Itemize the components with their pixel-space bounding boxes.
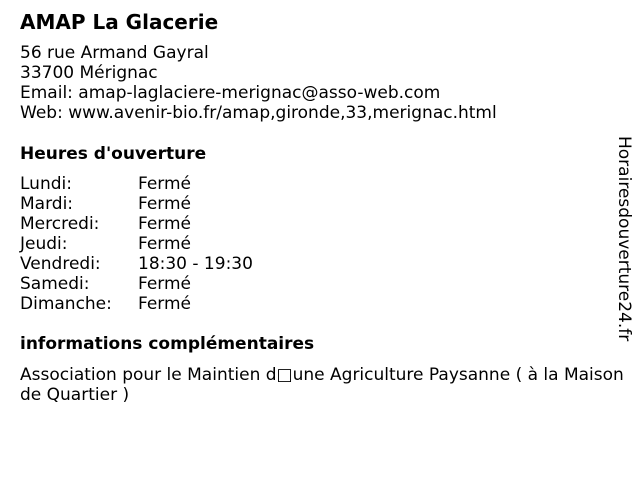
hours-row-monday <box>20 174 610 194</box>
email-line: Email: amap-laglaciere-merignac@asso-web.com <box>20 83 441 103</box>
hours-row-wednesday <box>20 214 610 234</box>
address-line-street: 56 rue Armand Gayral <box>20 43 209 63</box>
web-line: Web: www.avenir-bio.fr/amap,gironde,33,merignac.html <box>20 103 497 123</box>
day-hours: Fermé <box>138 194 192 214</box>
hours-row-friday <box>20 254 610 274</box>
day-hours: 18:30 - 19:30 <box>138 254 253 274</box>
day-label: Mardi: <box>20 194 74 214</box>
day-label: Samedi: <box>20 274 90 294</box>
day-hours: Fermé <box>138 174 192 194</box>
opening-hours-table <box>20 174 610 314</box>
day-label: Lundi: <box>20 174 72 194</box>
day-label: Mercredi: <box>20 214 100 234</box>
day-label: Dimanche: <box>20 294 112 314</box>
day-hours: Fermé <box>138 274 192 294</box>
additional-info-text: Association pour le Maintien d□une Agriculture Paysanne ( à la Maison de Quartier ) <box>20 365 624 405</box>
site-watermark: Horairesdouverture24.fr <box>614 136 634 342</box>
hours-row-tuesday <box>20 194 610 214</box>
hours-row-thursday <box>20 234 610 254</box>
day-label: Vendredi: <box>20 254 101 274</box>
day-label: Jeudi: <box>20 234 68 254</box>
hours-row-sunday <box>20 294 610 314</box>
address-line-city: 33700 Mérignac <box>20 63 158 83</box>
day-hours: Fermé <box>138 294 192 314</box>
day-hours: Fermé <box>138 234 192 254</box>
opening-hours-title: Heures d'ouverture <box>20 144 207 164</box>
business-name: AMAP La Glacerie <box>20 10 219 34</box>
address-block <box>20 43 610 123</box>
day-hours: Fermé <box>138 214 192 234</box>
additional-info-title: informations complémentaires <box>20 334 315 354</box>
hours-row-saturday <box>20 274 610 294</box>
